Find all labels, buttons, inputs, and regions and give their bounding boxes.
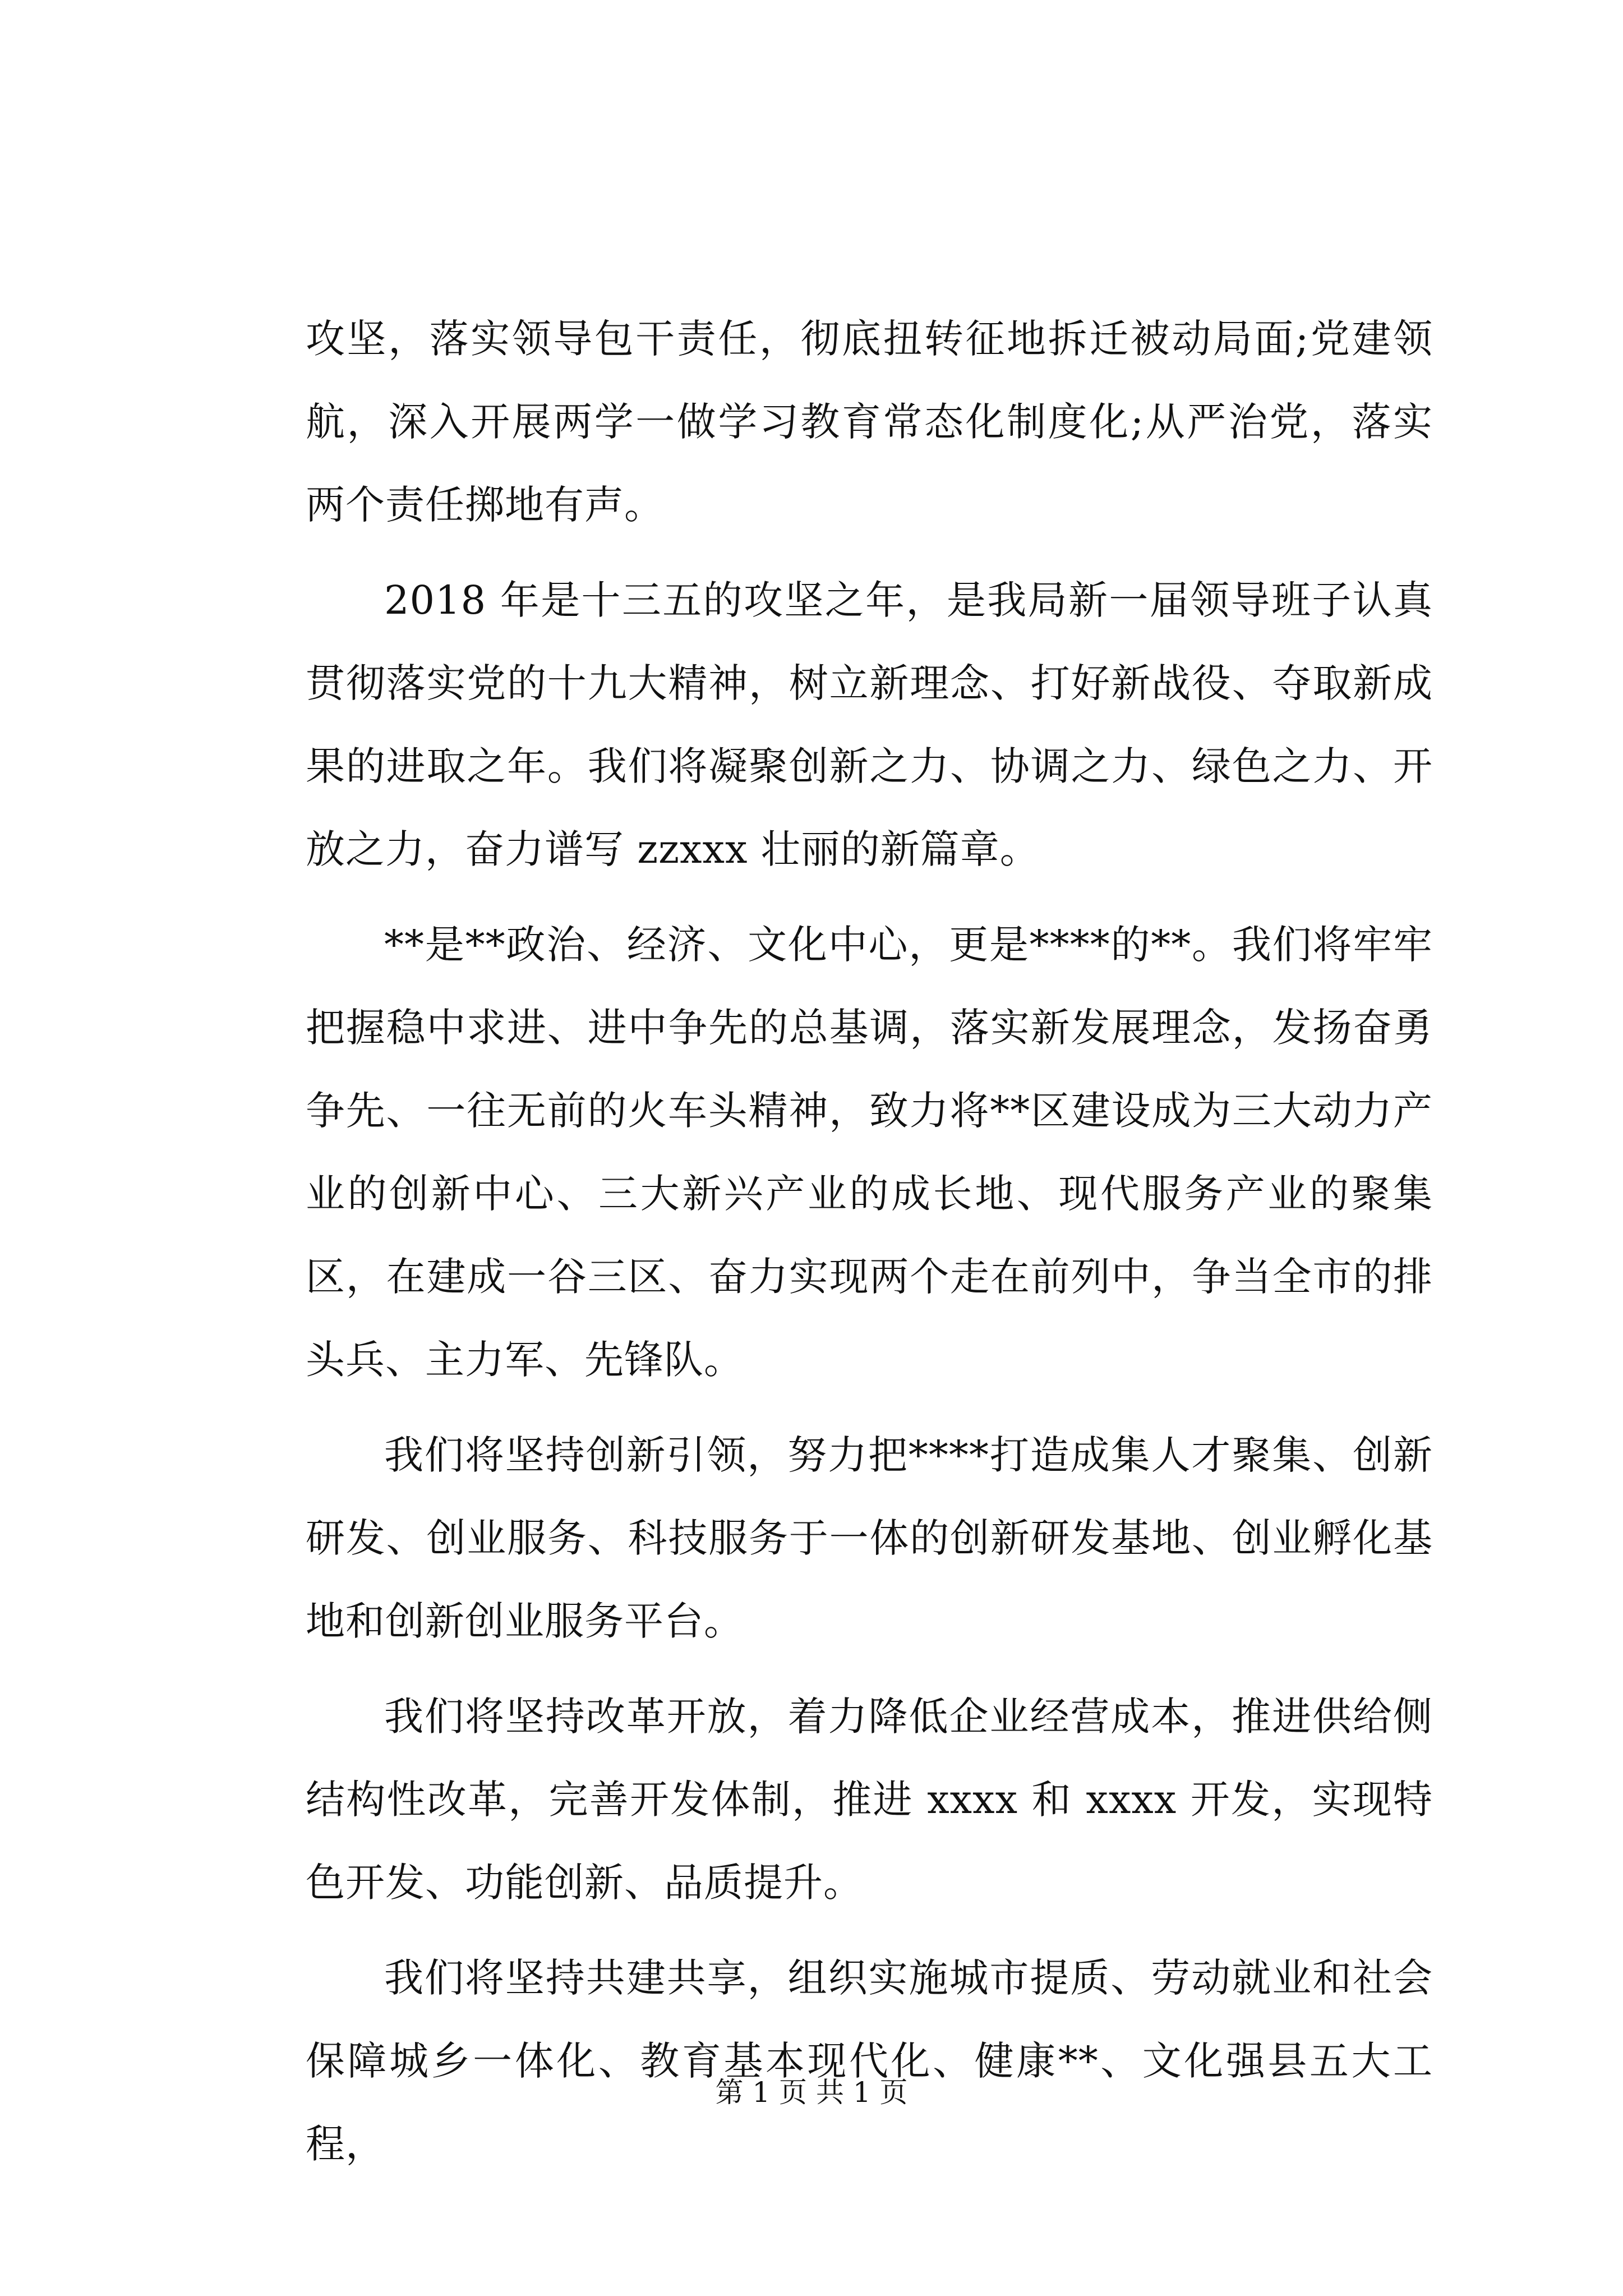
paragraph: **是**政治、经济、文化中心，更是****的**。我们将牢牢把握稳中求进、进中争先的总基调，落实新发展理念，发扬奋勇争先、一往无前的火车头精神，致力将**区建设成为三大动力产业的创新中心、三大新兴产业的成长地、现代服务产业的聚集区，在建成一谷三区、奋力实现两个走在前列中，争当全市的排头兵、主力军、先锋队。 [306, 922, 1433, 1383]
paragraph: 我们将坚持创新引领，努力把****打造成集人才聚集、创新研发、创业服务、科技服务于一体的创新研发基地、创业孵化基地和创新创业服务平台。 [306, 1432, 1433, 1644]
paragraph: 我们将坚持共建共享，组织实施城市提质、劳动就业和社会保障城乡一体化、教育基本现代化、健康**、文化强县五大工程， [306, 1955, 1433, 2167]
paragraph-continuation: 攻坚，落实领导包干责任，彻底扭转征地拆迁被动局面;党建领航，深入开展两学一做学习教育常态化制度化;从严治党，落实两个责任掷地有声。 [306, 316, 1433, 528]
paragraph: 我们将坚持改革开放，着力降低企业经营成本，推进供给侧结构性改革，完善开发体制，推进 xxxx 和 xxxx 开发，实现特色开发、功能创新、品质提升。 [306, 1694, 1433, 1906]
page-number-footer: 第 1 页 共 1 页 [715, 2076, 908, 2109]
document-body [306, 297, 1433, 2198]
paragraph: 2018 年是十三五的攻坚之年，是我局新一届领导班子认真贯彻落实党的十九大精神，树立新理念、打好新战役、夺取新成果的进取之年。我们将凝聚创新之力、协调之力、绿色之力、开放之力，奋力谱写 zzxxx 壮丽的新篇章。 [306, 577, 1433, 872]
